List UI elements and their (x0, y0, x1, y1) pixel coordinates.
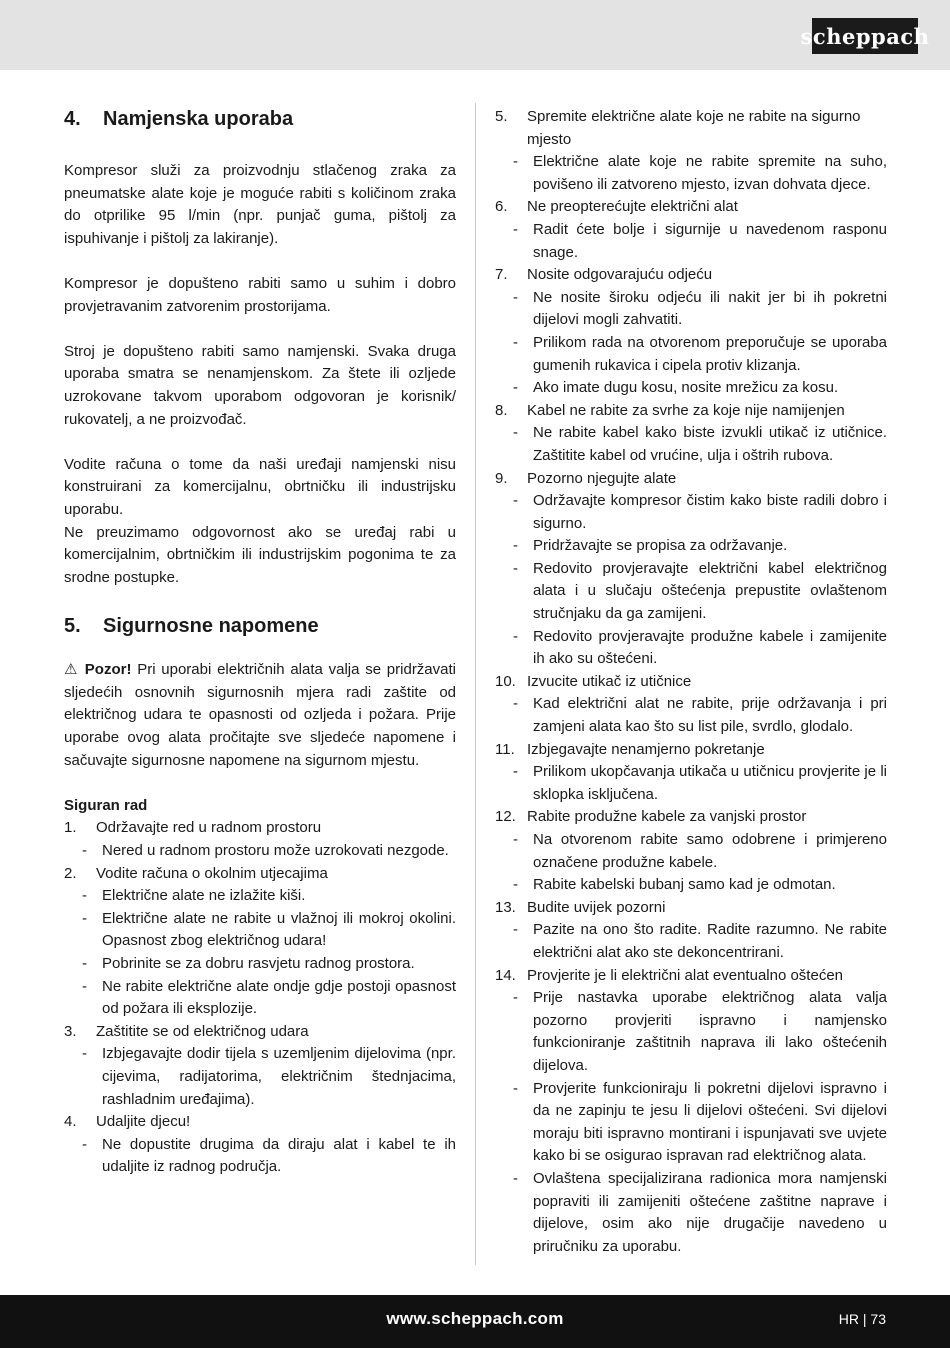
rule-subitem-text: Ne rabite električne alate ondje gdje postoji opasnost od požara ili eksplozije. (102, 977, 456, 1018)
rule-subitem-text: Provjerite funkcioniraju li pokretni dijelovi ispravno i da ne zapinju te jesu li dijelovi oštećeni. Svi dijelovi moraju biti ispravno montirani i ispunjavati sve uvjete kako bi se osigurao ispravan rad električnog alata. (533, 1079, 887, 1165)
rule-subitem-text: Održavajte kompresor čistim kako biste radili dobro i sigurno. (533, 492, 887, 532)
rule-subitem (495, 874, 887, 897)
dash-bullet: - (513, 1169, 518, 1187)
rule-number: 7. (495, 266, 508, 284)
rule-subitem-text: Električne alate ne rabite u vlažnoj ili mokroj okolini. Opasnost zbog električnog udara! (102, 909, 456, 950)
rule-item (495, 468, 887, 491)
rule-subitem (64, 1134, 456, 1179)
paragraph: Ne preuzimamo odgovornost ako se uređaj rabi u komercijalnim, obrtničkim ili industrijskim pogonima te za srodne postupke. (64, 523, 456, 586)
rule-item (495, 264, 887, 287)
rule-number: 8. (495, 401, 508, 419)
paragraph: Stroj je dopušteno rabiti samo namjenski. Svaka druga uporaba smatra se nenamjenskom. Za štete ili ozljede uzrokovane takvom uporabom odgovoran je korisnik/ rukovatelj, a ne proizvođač. (64, 342, 456, 428)
rule-subitem (64, 976, 456, 1021)
rule-number: 10. (495, 672, 516, 690)
section-5-title: Sigurnosne napomene (103, 615, 319, 638)
dash-bullet: - (513, 424, 518, 442)
website-link[interactable]: www.scheppach.com (386, 1309, 564, 1328)
paragraph: Vodite računa o tome da naši uređaji namjenski nisu konstruirani za komercijalnu, obrtničku ili industrijsku uporabu. (64, 455, 456, 518)
rule-subitem (64, 1043, 456, 1111)
dash-bullet: - (513, 831, 518, 848)
rule-subitem (495, 490, 887, 535)
brand-logo: scheppach (812, 18, 918, 54)
rule-number: 3. (64, 1022, 77, 1040)
dash-bullet: - (513, 220, 518, 238)
rule-number: 11. (495, 740, 515, 758)
rule-subitem (495, 829, 887, 874)
rule-item (495, 106, 887, 151)
rule-subitem-text: Ovlaštena specijalizirana radionica mora namjenski popraviti ili zamijeniti oštećene zaštitne naprave i dijelove, osim ako nije drugačije navedeno u priručniku za uporabu. (533, 1169, 887, 1255)
rule-subitem-text: Pazite na ono što radite. Radite razumno. Ne rabite električni alat ako ste dekoncentrirani. (533, 921, 887, 961)
rule-subitem-text: Prije nastavka uporabe električnog alata valja pozorno provjeriti ispravno i namjensko funkcioniranje zaštitnih naprava ili lako oštećenih dijelova. (533, 989, 887, 1074)
dash-bullet: - (513, 537, 518, 555)
rule-item (495, 739, 887, 762)
rule-subitem-text: Električne alate ne izlažite kiši. (102, 887, 306, 905)
dash-bullet: - (82, 842, 87, 860)
section-4-heading (64, 106, 456, 132)
dash-bullet: - (513, 379, 518, 397)
rule-title: Udaljite djecu! (96, 1113, 191, 1131)
rule-subitem (495, 761, 887, 806)
rule-subitem-text: Električne alate koje ne rabite spremite na suho, povišeno ili zatvoreno mjesto, izvan dohvata djece. (533, 153, 887, 193)
rule-subitem (495, 287, 887, 332)
rule-subitem (495, 987, 887, 1077)
header-bar (0, 0, 950, 70)
rule-subitem-text: Izbjegavajte dodir tijela s uzemljenim dijelovima (npr. cijevima, radijatorima, električnim štednjacima, rashladnim uređajima). (102, 1045, 456, 1108)
rule-title: Budite uvijek pozorni (527, 898, 666, 916)
rule-subitem (495, 332, 887, 377)
footer-bar (0, 1295, 950, 1348)
rule-number: 5. (495, 108, 508, 125)
dash-bullet: - (513, 153, 518, 171)
dash-bullet: - (513, 627, 518, 645)
warning-paragraph (64, 658, 456, 772)
rule-number: 12. (495, 808, 516, 826)
dash-bullet: - (513, 288, 518, 306)
rule-subitem (495, 1078, 887, 1168)
rule-item (495, 196, 887, 219)
rule-subitem (64, 840, 456, 863)
rule-title: Provjerite je li električni alat eventualno oštećen (527, 966, 844, 984)
dash-bullet: - (513, 559, 518, 577)
rule-number: 2. (64, 864, 77, 882)
dash-bullet: - (513, 763, 518, 781)
rule-subitem (495, 919, 887, 964)
rule-title: Održavajte red u radnom prostoru (96, 819, 322, 837)
warning-text: Pri uporabi električnih alata valja se pridržavati sljedećih osnovnih sigurnosnih mjera radi zaštite od električnog udara te opasnosti od ozljeda i požara. Prije uporabe ovog alata pročitajte sve sljedeće napomene i sačuvajte sigurnosne napomene na sigurnom mjestu. (64, 661, 456, 769)
rule-item (64, 863, 456, 886)
rule-item (64, 1111, 456, 1134)
rule-number: 9. (495, 469, 508, 487)
rule-item (495, 965, 887, 988)
rule-subitem-text: Redovito provjeravajte produžne kabele i zamijenite ih ako su oštećeni. (533, 627, 887, 668)
dash-bullet: - (82, 1045, 87, 1063)
rule-subitem (495, 151, 887, 196)
safety-rules-list-right (495, 106, 887, 1258)
rule-item (64, 817, 456, 840)
section-5-heading (64, 613, 456, 639)
rule-subitem (64, 953, 456, 976)
rule-subitem (495, 626, 887, 671)
rule-item (495, 400, 887, 423)
rule-title: Rabite produžne kabele za vanjski prostor (527, 808, 807, 826)
dash-bullet: - (513, 989, 518, 1007)
rule-title: Pozorno njegujte alate (527, 469, 677, 487)
rule-subitem (495, 422, 887, 467)
dash-bullet: - (513, 333, 518, 351)
paragraph: Kompresor je dopušteno rabiti samo u suhim i dobro provjetravanim zatvorenim prostorijama. (64, 274, 456, 315)
rule-number: 6. (495, 198, 508, 216)
right-column (495, 106, 887, 1258)
rule-subitem (495, 558, 887, 626)
rule-title: Zaštitite se od električnog udara (96, 1022, 309, 1040)
rule-subitem (64, 885, 456, 908)
dash-bullet: - (513, 695, 518, 713)
rule-item (495, 806, 887, 829)
rule-subitem-text: Ako imate dugu kosu, nosite mrežicu za kosu. (533, 379, 839, 397)
dash-bullet: - (82, 909, 87, 927)
section-5-number: 5. (64, 615, 81, 638)
dash-bullet: - (82, 977, 87, 995)
rule-subitem (64, 908, 456, 953)
rule-subitem-text: Nered u radnom prostoru može uzrokovati nezgode. (102, 842, 449, 860)
rule-subitem-text: Ne nosite široku odjeću ili nakit jer bi ih pokretni dijelovi mogli zahvatiti. (533, 288, 887, 329)
rule-subitem (495, 1168, 887, 1258)
rule-subitem (495, 377, 887, 400)
rule-title: Izbjegavajte nenamjerno pokretanje (527, 740, 765, 758)
rule-title: Nosite odgovarajuću odjeću (527, 266, 713, 284)
rule-subitem-text: Prilikom rada na otvorenom preporučuje se uporaba gumenih rukavica i cipela protiv klizanja. (533, 333, 887, 374)
rule-item (495, 671, 887, 694)
dash-bullet: - (513, 921, 518, 939)
paragraph: Kompresor služi za proizvodnju stlačenog zraka za pneumatske alate koje je moguće rabiti s količinom zraka do otprilike 95 l/min (npr. punjač guma, pištolj za ispuhivanje i pištolj za lakiranje). (64, 162, 456, 247)
rule-subitem-text: Radit ćete bolje i sigurnije u navedenom rasponu snage. (533, 220, 887, 261)
section-4-title: Namjenska uporaba (103, 108, 294, 130)
rule-subitem (495, 219, 887, 264)
warning-label: Pozor! (84, 661, 132, 679)
rule-number: 4. (64, 1113, 77, 1131)
rule-subitem-text: Prilikom ukopčavanja utikača u utičnicu provjerite je li sklopka isključena. (533, 763, 887, 803)
dash-bullet: - (513, 1079, 518, 1097)
section-4-number: 4. (64, 108, 81, 130)
rule-title: Vodite računa o okolnim utjecajima (96, 864, 328, 882)
rule-title: Kabel ne rabite za svrhe za koje nije namijenjen (527, 401, 845, 419)
safety-rules-list-left (64, 817, 456, 1179)
rule-subitem (495, 535, 887, 558)
rule-number: 1. (64, 819, 77, 837)
dash-bullet: - (513, 876, 518, 894)
subheading: Siguran rad (64, 796, 148, 814)
rule-title: Ne preopterećujte električni alat (527, 198, 738, 216)
rule-subitem-text: Ne rabite kabel kako biste izvukli utikač iz utičnice. Zaštitite kabel od vrućine, ulja i oštrih rubova. (533, 424, 887, 464)
warning-icon: ⚠ (64, 660, 80, 679)
rule-subitem-text: Kad električni alat ne rabite, prije održavanja i pri zamjeni alata kao što su list pile, svrdlo, glodalo. (533, 695, 887, 736)
dash-bullet: - (82, 887, 87, 905)
column-divider (475, 103, 476, 1265)
rule-title: Izvucite utikač iz utičnice (527, 672, 692, 690)
rule-item (64, 1021, 456, 1044)
rule-subitem-text: Rabite kabelski bubanj samo kad je odmotan. (533, 876, 836, 894)
dash-bullet: - (82, 1135, 87, 1153)
rule-number: 14. (495, 966, 516, 984)
dash-bullet: - (82, 955, 87, 972)
rule-subitem-text: Pridržavajte se propisa za održavanje. (533, 537, 788, 555)
rule-item (495, 897, 887, 920)
rule-title: Spremite električne alate koje ne rabite na sigurno mjesto (527, 108, 861, 148)
rule-subitem (495, 693, 887, 738)
rule-number: 13. (495, 898, 516, 916)
page-number: HR | 73 (838, 1311, 886, 1327)
rule-subitem-text: Na otvorenom rabite samo odobrene i primjereno označene produžne kabele. (533, 831, 887, 871)
rule-subitem-text: Redovito provjeravajte električni kabel električnog alata i u slučaju oštećenja prepustite ovlaštenom stručnjaku da ga zamijeni. (533, 559, 887, 623)
rule-subitem-text: Ne dopustite drugima da diraju alat i kabel te ih udaljite iz radnog područja. (102, 1135, 456, 1176)
rule-subitem-text: Pobrinite se za dobru rasvjetu radnog prostora. (102, 955, 415, 972)
dash-bullet: - (513, 492, 518, 510)
left-column (64, 106, 456, 1179)
